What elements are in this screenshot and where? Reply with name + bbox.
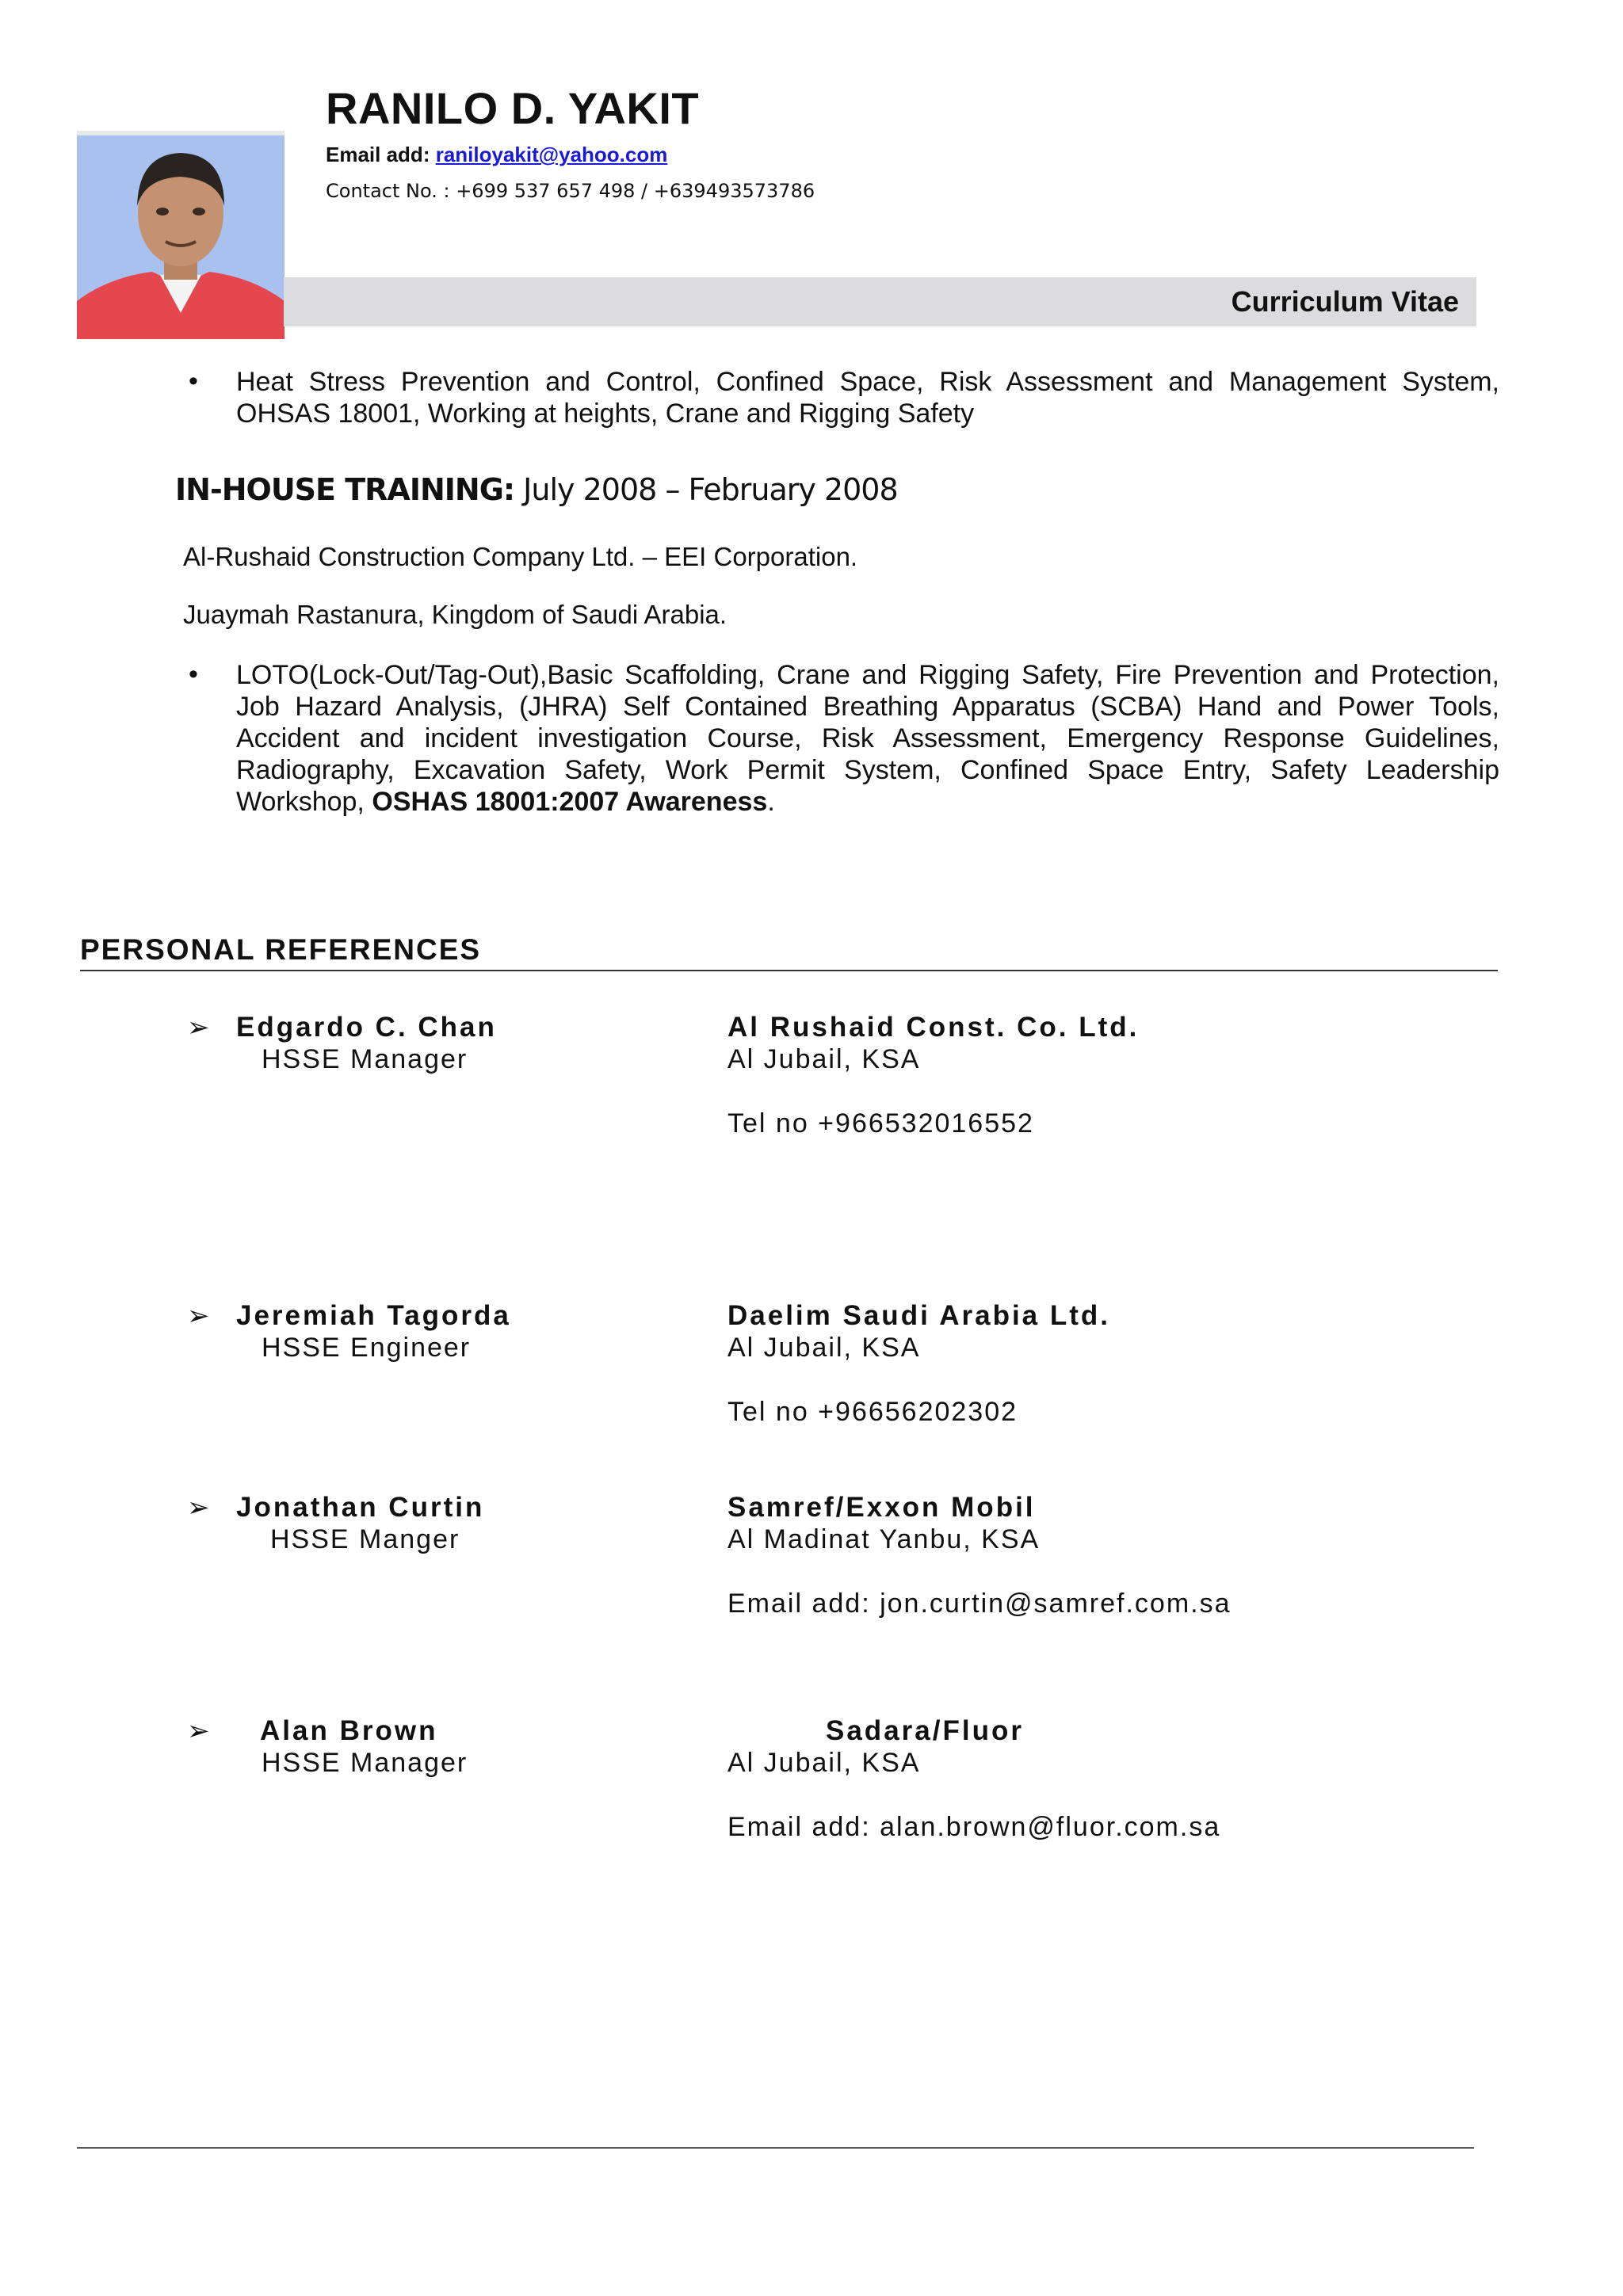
reference-contact: Tel no +966532016552 (727, 1108, 1034, 1138)
references-heading: PERSONAL REFERENCES (80, 933, 482, 966)
reference-name: Edgardo C. Chan (236, 1012, 497, 1043)
reference-location: Al Madinat Yanbu, KSA (727, 1524, 1041, 1554)
training-location: Juaymah Rastanura, Kingdom of Saudi Arabia. (183, 600, 727, 629)
training-item-2-end: . (767, 787, 775, 817)
reference-role: HSSE Manager (262, 1044, 468, 1074)
email-link[interactable]: raniloyakit@yahoo.com (435, 143, 668, 166)
training-item-2-bold: OSHAS 18001:2007 Awareness (372, 787, 768, 817)
reference-company: Al Rushaid Const. Co. Ltd. (727, 1012, 1140, 1043)
bullet-icon: • (189, 366, 198, 396)
reference-location: Al Jubail, KSA (727, 1044, 921, 1074)
reference-name: Jeremiah Tagorda (236, 1300, 511, 1331)
training-company: Al-Rushaid Construction Company Ltd. – EEI Corporation. (183, 542, 858, 571)
reference-company: Samref/Exxon Mobil (727, 1492, 1036, 1523)
reference-company: Daelim Saudi Arabia Ltd. (727, 1300, 1111, 1331)
bullet-icon: • (189, 659, 198, 689)
reference-location: Al Jubail, KSA (727, 1333, 921, 1363)
training-item-2-text: LOTO(Lock-Out/Tag-Out),Basic Scaffolding, Crane and Rigging Safety, Fire Prevention and Protection, Job Hazard Analysis, (JHRA) Self Contained Breathing Apparatus (SCBA) Hand and Power Tools, Accident and incident investigation Course, Risk Assessment, Emergency Response Guidelines, Radiography, Excavation Safety, Work Permit System, Confined Space Entry, Safety Leadership Workshop, (236, 660, 1499, 817)
reference-location: Al Jubail, KSA (727, 1748, 921, 1778)
arrow-bullet-icon: ➢ (187, 1716, 210, 1746)
profile-photo (77, 131, 285, 339)
candidate-name: RANILO D. YAKIT (326, 83, 700, 133)
inhouse-dates: July 2008 – February 2008 (514, 472, 898, 507)
reference-contact: Tel no +96656202302 (727, 1397, 1018, 1427)
arrow-bullet-icon: ➢ (187, 1013, 210, 1043)
reference-role: HSSE Engineer (262, 1333, 472, 1363)
reference-company: Sadara/Fluor (826, 1715, 1024, 1746)
cv-title-band (284, 277, 1476, 326)
footer-divider (77, 2147, 1474, 2149)
reference-contact: Email add: jon.curtin@samref.com.sa (727, 1589, 1232, 1619)
arrow-bullet-icon: ➢ (187, 1301, 210, 1331)
inhouse-training-heading (175, 472, 898, 507)
reference-name: Jonathan Curtin (236, 1492, 485, 1523)
reference-role: HSSE Manger (270, 1524, 460, 1554)
reference-name: Alan Brown (260, 1715, 438, 1746)
inhouse-label: IN-HOUSE TRAINING: (175, 472, 515, 507)
reference-contact: Email add: alan.brown@fluor.com.sa (727, 1812, 1221, 1842)
person-photo-icon (77, 131, 285, 339)
reference-role: HSSE Manager (262, 1748, 468, 1778)
cv-title: Curriculum Vitae (1231, 285, 1459, 318)
training-item-1: Heat Stress Prevention and Control, Confined Space, Risk Assessment and Management System, OHSAS 18001, Working at heights, Crane and Rigging Safety (236, 367, 1499, 429)
training-item-2 (236, 659, 1499, 818)
section-divider (80, 970, 1498, 971)
arrow-bullet-icon: ➢ (187, 1493, 210, 1523)
contact-number: Contact No. : +699 537 657 498 / +639493573786 (326, 180, 815, 202)
email-line (326, 143, 667, 167)
email-label: Email add: (326, 143, 436, 166)
